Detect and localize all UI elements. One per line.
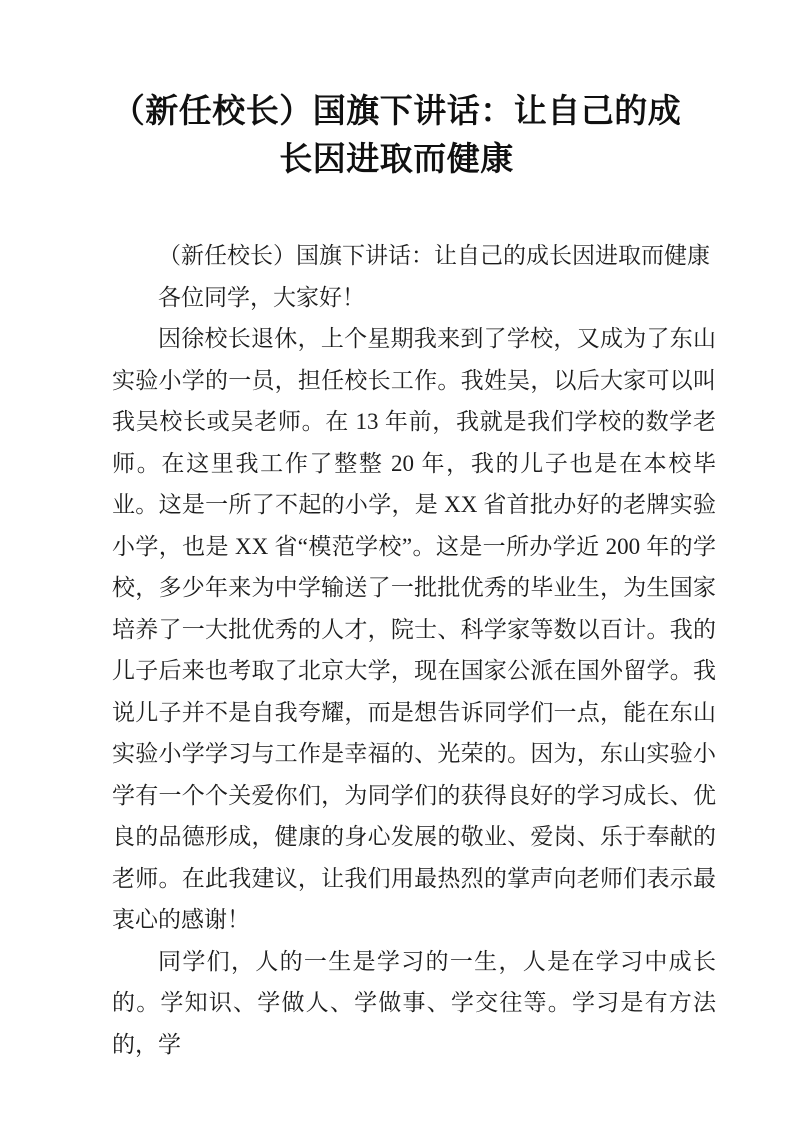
paragraph-repeated-title: （新任校长）国旗下讲话：让自己的成长因进取而健康 bbox=[158, 243, 710, 268]
paragraph-learning: 同学们，人的一生是学习的一生，人是在学习中成长的。学知识、学做人、学做事、学交往等。学习是有方法的，学 bbox=[112, 948, 716, 1057]
document-title bbox=[0, 0, 793, 184]
paragraph-greeting: 各位同学，大家好！ bbox=[158, 284, 365, 310]
document-body bbox=[112, 235, 716, 1065]
paragraph-introduction: 因徐校长退休，上个星期我来到了学校，又成为了东山实验小学的一员，担任校长工作。我姓吴，以后大家可以叫我吴校长或吴老师。在 13 年前，我就是我们学校的数学老师。在这里我工作了整整 20 年，我的儿子也是在本校毕业。这是一所了不起的小学，是 XX 省首批办好的老牌实验小学，也是 XX 省“模范学校”。这是一所办学近 200 年的学校，多少年来为中学输送了一批批优秀的毕业生，为生国家培养了一大批优秀的人才，院士、科学家等数以百计。我的儿子后来也考取了北京大学，现在国家公派在国外留学。我说儿子并不是自我夸耀，而是想告诉同学们一点，能在东山实验小学学习与工作是幸福的、光荣的。因为，东山实验小学有一个个关爱你们，为同学们的获得良好的学习成长、优良的品德形成，健康的身心发展的敬业、爱岗、乐于奉献的老师。在此我建议，让我们用最热烈的掌声向老师们表示最衷心的感谢！ bbox=[112, 326, 716, 932]
document-title-line-1: （新任校长）国旗下讲话：让自己的成 bbox=[111, 94, 682, 130]
document-title-line-2: 长因进取而健康 bbox=[279, 142, 514, 178]
